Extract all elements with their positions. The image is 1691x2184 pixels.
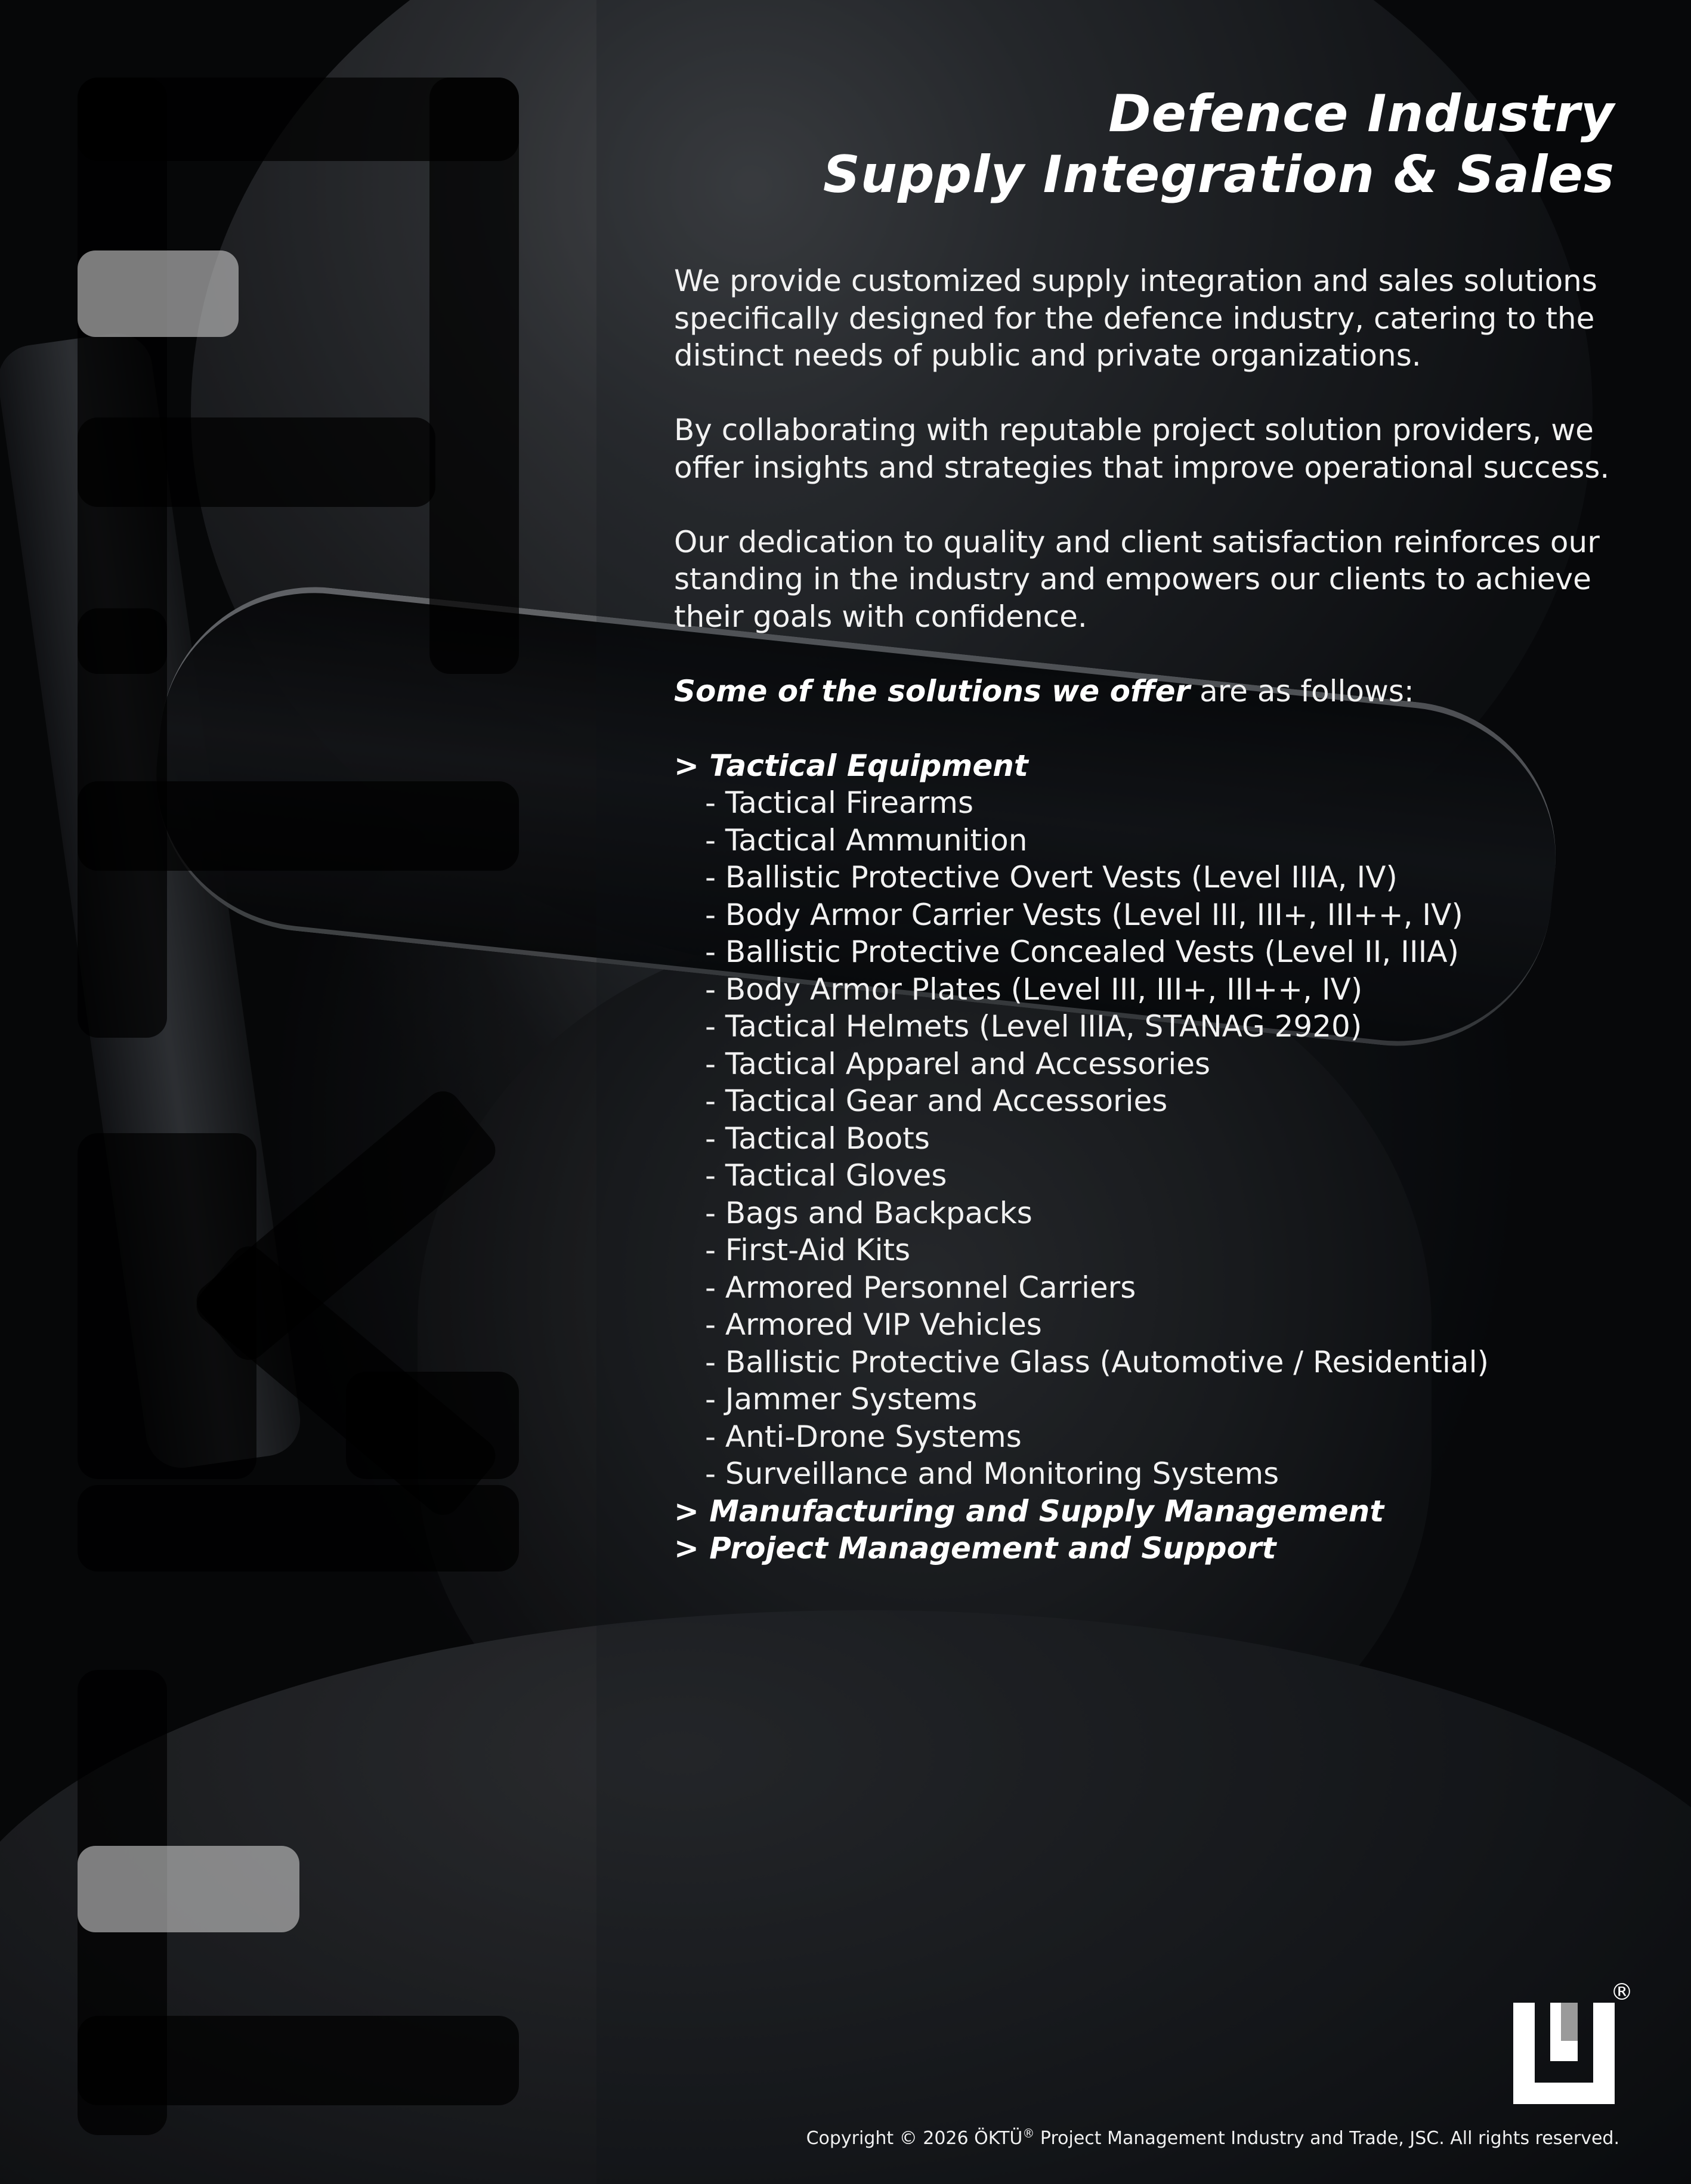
solutions-intro-emphasis: Some of the solutions we offer — [674, 673, 1191, 709]
list-item: - Tactical Gear and Accessories — [705, 1084, 1168, 1118]
list-item: - Bags and Backpacks — [705, 1195, 1032, 1230]
registered-mark: ® — [1610, 1979, 1633, 2005]
list-item: - Tactical Helmets (Level IIIA, STANAG 2920) — [705, 1009, 1362, 1044]
list-item: - First-Aid Kits — [705, 1233, 911, 1267]
solution-heading-manufacturing: > Manufacturing and Supply Management — [674, 1493, 1384, 1529]
copyright-prefix: Copyright © 2026 ÖKTÜ — [806, 2128, 1023, 2149]
oktu-logo-icon — [1513, 2003, 1615, 2104]
list-item: - Tactical Boots — [705, 1121, 930, 1156]
list-item: - Tactical Firearms — [705, 785, 974, 820]
page-title — [823, 83, 1615, 205]
solutions-intro-rest: are as follows: — [1190, 673, 1414, 709]
solution-section-tactical-equipment — [674, 747, 1628, 1493]
list-item: - Ballistic Protective Glass (Automotive / Residential) — [705, 1344, 1489, 1379]
copyright-reg-mark: ® — [1022, 2126, 1035, 2140]
paragraph-dedication: Our dedication to quality and client satisfaction reinforces our standing in the industry and empowers our clients to achieve their goals with confidence. — [674, 524, 1600, 634]
paragraph-collaboration: By collaborating with reputable project solution providers, we offer insights and strategies that improve operational success. — [674, 413, 1610, 485]
list-item: - Body Armor Carrier Vests (Level III, III+, III++, IV) — [705, 897, 1463, 932]
list-item: - Tactical Apparel and Accessories — [705, 1046, 1211, 1081]
title-line-1: Defence Industry — [1108, 84, 1615, 144]
list-item: - Jammer Systems — [705, 1382, 978, 1416]
list-item: - Body Armor Plates (Level III, III+, III++, IV) — [705, 972, 1363, 1007]
list-item: - Surveillance and Monitoring Systems — [705, 1456, 1279, 1491]
solutions-intro — [674, 673, 1628, 710]
list-item: - Tactical Gloves — [705, 1158, 947, 1193]
copyright-notice — [806, 2126, 1619, 2149]
list-item: - Ballistic Protective Concealed Vests (Level II, IIIA) — [705, 935, 1460, 969]
solution-item-list — [674, 784, 1628, 1493]
list-item: - Anti-Drone Systems — [705, 1419, 1022, 1454]
list-item: - Ballistic Protective Overt Vests (Level IIIA, IV) — [705, 860, 1398, 895]
title-line-2: Supply Integration & Sales — [823, 145, 1615, 205]
solution-heading-project-management: > Project Management and Support — [674, 1531, 1276, 1566]
list-item: - Armored Personnel Carriers — [705, 1270, 1136, 1305]
paragraph-intro: We provide customized supply integration and sales solutions specifically designed for the defence industry, catering to the distinct needs of public and private organizations. — [674, 264, 1597, 373]
list-item: - Tactical Ammunition — [705, 822, 1028, 858]
copyright-suffix: Project Management Industry and Trade, JSC. All rights reserved. — [1034, 2128, 1619, 2149]
main-content — [674, 262, 1628, 1567]
solution-heading: > Tactical Equipment — [674, 748, 1028, 783]
list-item: - Armored VIP Vehicles — [705, 1307, 1042, 1342]
